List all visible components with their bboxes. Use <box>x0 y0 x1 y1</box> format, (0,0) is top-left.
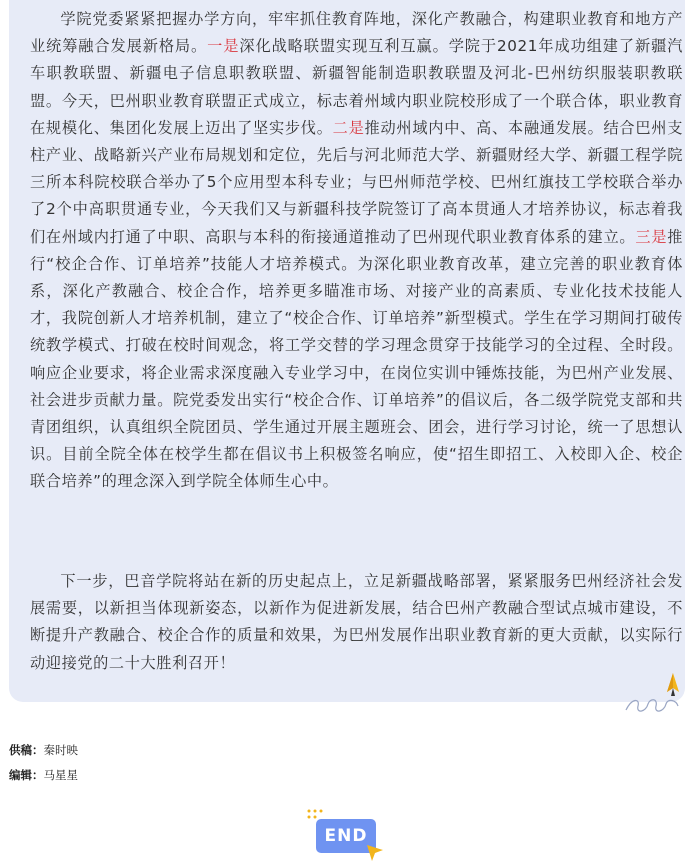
point-marker-3: 三是 <box>635 227 668 246</box>
para1-text-3: 推动州域内中、高、本融通发展。结合巴州支柱产业、战略新兴产业布局规划和定位，先后与河北师范大学、新疆财经大学、新疆工程学院三所本科院校联合举办了5个应用型本科专业；与巴州师范学校、巴州红旗技工学校联合举办了2个中高职贯通专业，今天我们又与新疆科技学院签订了高本贯通人才培养协议，标志着我们在州域内打通了中职、高职与本科的衔接通道推动了巴州现代职业教育体系的建立。 <box>30 118 684 246</box>
swirl-decoration-icon <box>624 694 680 716</box>
end-pointer-icon <box>366 844 384 862</box>
contributor-label: 供稿： <box>9 743 44 757</box>
article-paragraph-2: 下一步，巴音学院将站在新的历史起点上，立足新疆战略部署，紧紧服务巴州经济社会发展需要，以新担当体现新姿态，以新作为促进新发展，结合巴州产教融合型试点城市建设，不断提升产教融合、校企合作的质量和效果，为巴州发展作出职业教育新的更大贡献，以实际行动迎接党的二十大胜利召开！ <box>30 572 683 672</box>
editor-name: 马星星 <box>43 768 78 782</box>
point-marker-2: 二是 <box>332 118 365 137</box>
end-badge-label: END <box>316 819 376 853</box>
para1-text-1: 学院党委紧紧把握办学方向，牢牢抓住教育阵地，深化产教融合，构建职业教育和地方产业统筹融合发展新格局。 <box>30 10 683 56</box>
article-card <box>9 0 685 702</box>
para1-text-2: 深化战略联盟实现互利互赢。学院于2021年成功组建了新疆汽车职教联盟、新疆电子信息职教联盟、新疆智能制造职教联盟及河北-巴州纺织服装职教联盟。今天，巴州职业教育联盟正式成立，标志着州域内职业院校形成了一个联合体，职业教育在规模化、集团化发展上迈出了坚实步伐。 <box>30 37 683 137</box>
point-marker-1: 一是 <box>207 37 240 56</box>
contributor-name: 秦时映 <box>43 743 78 757</box>
editor-credit <box>9 767 78 783</box>
contributor-credit <box>9 742 78 758</box>
para1-text-4: 推行“校企合作、订单培养”技能人才培养模式。为深化职业教育改革，建立完善的职业教育体系，深化产教融合、校企合作，培养更多瞄准市场、对接产业的高素质、专业化技术技能人才，我院创新人才培养机制，建立了“校企合作、订单培养”新型模式。学生在学习期间打破传统教学模式、打破在校时间观念，将工学交替的学习理念贯穿于技能学习的全过程、全时段。响应企业要求，将企业需求深度融入专业学习中，在岗位实训中锤炼技能，为巴州产业发展、社会进步贡献力量。院党委发出实行“校企合作、订单培养”的倡议后，各二级学院党支部和共青团组织，认真组织全院团员、学生通过开展主题班会、团会，进行学习讨论，统一了思想认识。目前全院全体在校学生都在倡议书上积极签名响应，使“招生即招工、入校即入企、校企联合培养”的理念深入到学院全体师生心中。 <box>30 227 683 491</box>
end-badge-icon <box>306 808 386 864</box>
article-paragraph-1 <box>30 6 683 496</box>
editor-label: 编辑： <box>9 768 44 782</box>
